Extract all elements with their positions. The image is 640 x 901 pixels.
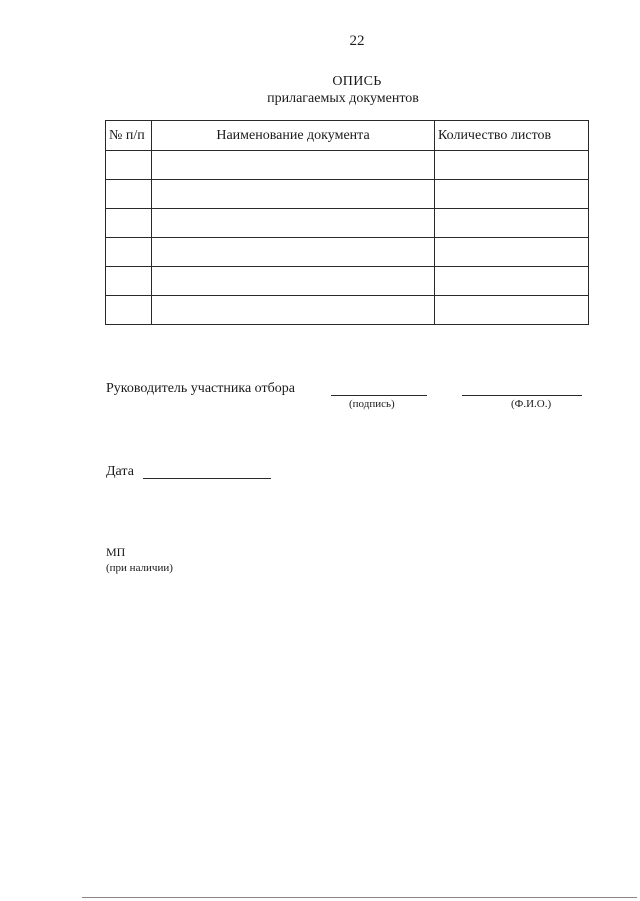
header-document-name: Наименование документа [152,121,435,151]
table-row [106,267,589,296]
signature-line[interactable] [331,395,427,396]
date-line[interactable] [143,478,271,479]
cell-number[interactable] [106,180,152,209]
full-name-caption: (Ф.И.О.) [511,398,552,410]
page-number: 22 [349,33,365,49]
document-title: ОПИСЬ [332,74,382,89]
head-of-participant-label: Руководитель участника отбора [106,381,295,396]
header-sheet-count: Количество листов [435,121,589,151]
cell-document-name[interactable] [152,238,435,267]
cell-number[interactable] [106,209,152,238]
table-row [106,209,589,238]
table-row [106,180,589,209]
cell-number[interactable] [106,296,152,325]
signature-caption: (подпись) [349,398,395,410]
header-number: № п/п [106,121,152,151]
cell-sheet-count[interactable] [435,209,589,238]
cell-document-name[interactable] [152,209,435,238]
stamp-label: МП [106,545,126,559]
cell-sheet-count[interactable] [435,267,589,296]
documents-table [105,120,589,325]
cell-document-name[interactable] [152,180,435,209]
cell-number[interactable] [106,238,152,267]
cell-number[interactable] [106,267,152,296]
full-name-line[interactable] [462,395,582,396]
stamp-note: (при наличии) [106,562,173,574]
date-label: Дата [106,464,134,479]
cell-document-name[interactable] [152,267,435,296]
table-row [106,296,589,325]
table-row [106,151,589,180]
cell-document-name[interactable] [152,296,435,325]
cell-document-name[interactable] [152,151,435,180]
table-header-row [106,121,589,151]
cell-sheet-count[interactable] [435,238,589,267]
cell-sheet-count[interactable] [435,151,589,180]
cell-sheet-count[interactable] [435,296,589,325]
cell-sheet-count[interactable] [435,180,589,209]
table-row [106,238,589,267]
document-subtitle: прилагаемых документов [267,91,419,106]
cell-number[interactable] [106,151,152,180]
page-bottom-rule [82,897,637,898]
